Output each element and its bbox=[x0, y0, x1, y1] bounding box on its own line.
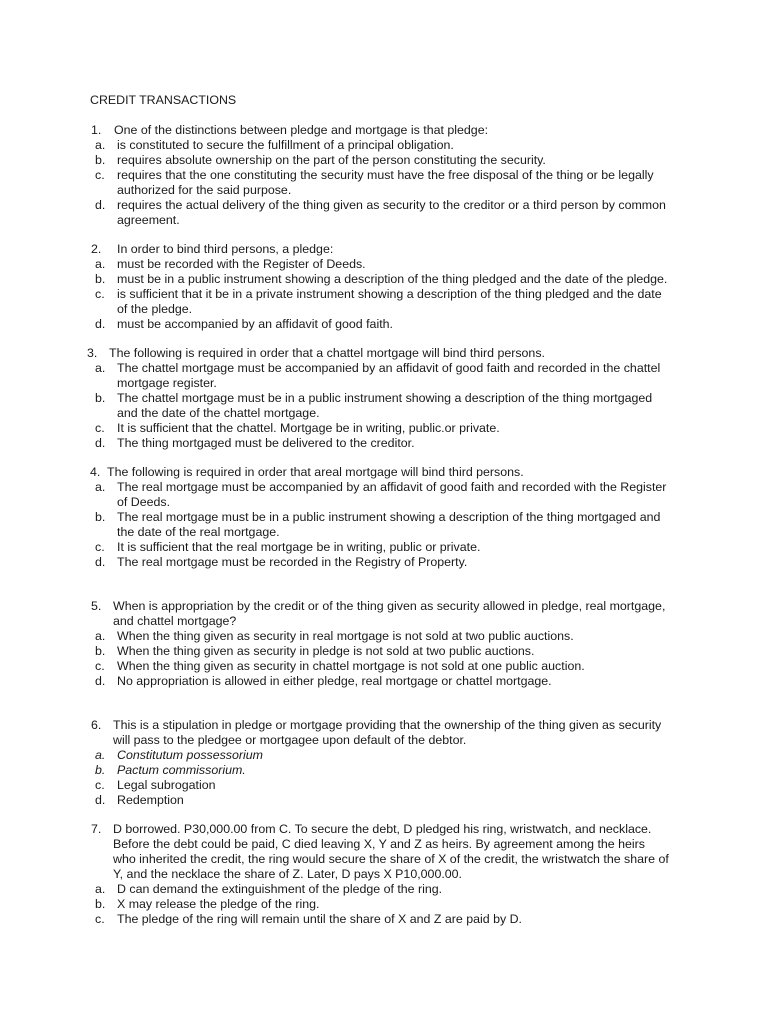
answer-option bbox=[0, 882, 768, 897]
question-number: 5. bbox=[91, 599, 102, 613]
answer-option bbox=[0, 168, 768, 183]
option-letter: b. bbox=[95, 897, 106, 911]
option-text: The thing mortgaged must be delivered to the creditor. bbox=[117, 436, 415, 450]
answer-option bbox=[0, 510, 768, 525]
option-text: requires the actual delivery of the thing given as security to the creditor or a third person by common bbox=[117, 198, 666, 212]
option-text: of Deeds. bbox=[117, 495, 171, 509]
option-letter: b. bbox=[95, 272, 106, 286]
option-text: of the pledge. bbox=[117, 302, 193, 316]
question-stem-line bbox=[0, 822, 768, 837]
option-letter: c. bbox=[95, 659, 105, 673]
answer-option-continuation bbox=[0, 376, 768, 391]
question-stem: D borrowed. P30,000.00 from C. To secure the debt, D pledged his ring, wristwatch, and necklace. bbox=[113, 822, 652, 836]
option-text: The real mortgage must be recorded in the Registry of Property. bbox=[117, 555, 468, 569]
question-number: 1. bbox=[91, 123, 102, 137]
option-letter: a. bbox=[95, 748, 106, 762]
option-text: requires that the one constituting the security must have the free disposal of the thing or be legally bbox=[117, 168, 654, 182]
question-stem-continuation bbox=[0, 867, 768, 882]
option-text: Legal subrogation bbox=[117, 778, 216, 792]
question-stem-line bbox=[0, 599, 768, 614]
question-number: 3. bbox=[87, 346, 98, 360]
question-stem-line bbox=[0, 465, 768, 480]
answer-option bbox=[0, 272, 768, 287]
option-letter: c. bbox=[95, 912, 105, 926]
answer-option bbox=[0, 912, 768, 927]
answer-option-continuation bbox=[0, 302, 768, 317]
option-letter: d. bbox=[95, 793, 106, 807]
option-text: The real mortgage must be in a public instrument showing a description of the thing mortgaged and bbox=[117, 510, 661, 524]
question-stem-line bbox=[0, 123, 768, 138]
option-letter: b. bbox=[95, 644, 106, 658]
option-letter: d. bbox=[95, 198, 106, 212]
answer-option bbox=[0, 555, 768, 570]
option-letter: b. bbox=[95, 510, 106, 524]
answer-option bbox=[0, 480, 768, 495]
option-text: Redemption bbox=[117, 793, 184, 807]
question-number: 6. bbox=[91, 718, 102, 732]
answer-option bbox=[0, 793, 768, 808]
question-stem-continuation bbox=[0, 852, 768, 867]
document-title: CREDIT TRANSACTIONS bbox=[90, 93, 237, 107]
answer-option bbox=[0, 257, 768, 272]
option-text: the date of the real mortgage. bbox=[117, 525, 280, 539]
question-stem-continuation bbox=[0, 837, 768, 852]
answer-option bbox=[0, 778, 768, 793]
question-stem: and chattel mortgage? bbox=[113, 614, 237, 628]
option-text: must be recorded with the Register of Deeds. bbox=[117, 257, 366, 271]
option-letter: c. bbox=[95, 168, 105, 182]
option-letter: a. bbox=[95, 629, 106, 643]
answer-option bbox=[0, 287, 768, 302]
option-letter: a. bbox=[95, 361, 106, 375]
answer-option bbox=[0, 421, 768, 436]
option-letter: d. bbox=[95, 436, 106, 450]
option-letter: c. bbox=[95, 540, 105, 554]
option-text: No appropriation is allowed in either pledge, real mortgage or chattel mortgage. bbox=[117, 674, 552, 688]
option-letter: a. bbox=[95, 882, 106, 896]
answer-option bbox=[0, 644, 768, 659]
answer-option-continuation bbox=[0, 406, 768, 421]
answer-option bbox=[0, 659, 768, 674]
question-stem-line bbox=[0, 242, 768, 257]
question-stem-continuation bbox=[0, 733, 768, 748]
answer-option bbox=[0, 629, 768, 644]
question-stem: One of the distinctions between pledge and mortgage is that pledge: bbox=[114, 123, 489, 137]
question-stem-continuation bbox=[0, 614, 768, 629]
answer-option-continuation bbox=[0, 183, 768, 198]
option-text: The chattel mortgage must be in a public instrument showing a description of the thing mortgaged bbox=[117, 391, 653, 405]
answer-option bbox=[0, 361, 768, 376]
option-text: When the thing given as security in chattel mortgage is not sold at one public auction. bbox=[117, 659, 585, 673]
option-text: The pledge of the ring will remain until the share of X and Z are paid by D. bbox=[117, 912, 522, 926]
option-letter: d. bbox=[95, 674, 106, 688]
option-text: is constituted to secure the fulfillment of a principal obligation. bbox=[117, 138, 454, 152]
question-stem: who inherited the credit, the ring would secure the share of X of the credit, the wristwatch the share of bbox=[113, 852, 669, 866]
option-letter: d. bbox=[95, 555, 106, 569]
option-letter: a. bbox=[95, 480, 106, 494]
option-text: must be accompanied by an affidavit of good faith. bbox=[117, 317, 393, 331]
option-letter: c. bbox=[95, 778, 105, 792]
answer-option bbox=[0, 436, 768, 451]
question-stem: Before the debt could be paid, C died leaving X, Y and Z as heirs. By agreement among the heirs bbox=[113, 837, 645, 851]
option-text: The real mortgage must be accompanied by an affidavit of good faith and recorded with the Register bbox=[117, 480, 667, 494]
answer-option bbox=[0, 198, 768, 213]
answer-option bbox=[0, 317, 768, 332]
option-text: Constitutum possessorium bbox=[117, 748, 263, 762]
answer-option-continuation bbox=[0, 495, 768, 510]
question-number: 7. bbox=[91, 822, 102, 836]
question-stem: will pass to the pledgee or mortgagee upon default of the debtor. bbox=[113, 733, 467, 747]
option-text: mortgage register. bbox=[117, 376, 217, 390]
option-text: It is sufficient that the real mortgage be in writing, public or private. bbox=[117, 540, 481, 554]
answer-option bbox=[0, 674, 768, 689]
option-text: The chattel mortgage must be accompanied by an affidavit of good faith and recorded in the chattel bbox=[117, 361, 661, 375]
option-text: requires absolute ownership on the part of the person constituting the security. bbox=[117, 153, 546, 167]
option-text: must be in a public instrument showing a description of the thing pledged and the date of the pledge. bbox=[117, 272, 668, 286]
question-stem-line bbox=[0, 346, 768, 361]
option-letter: a. bbox=[95, 138, 106, 152]
option-text: is sufficient that it be in a private instrument showing a description of the thing pledged and the date bbox=[117, 287, 662, 301]
answer-option bbox=[0, 748, 768, 763]
option-letter: b. bbox=[95, 153, 106, 167]
option-text: authorized for the said purpose. bbox=[117, 183, 292, 197]
answer-option bbox=[0, 540, 768, 555]
option-text: D can demand the extinguishment of the pledge of the ring. bbox=[117, 882, 443, 896]
question-stem-line bbox=[0, 718, 768, 733]
option-text: X may release the pledge of the ring. bbox=[117, 897, 320, 911]
option-text: When the thing given as security in real mortgage is not sold at two public auctions. bbox=[117, 629, 574, 643]
answer-option-continuation bbox=[0, 525, 768, 540]
question-stem: Y, and the necklace the share of Z. Later, D pays X P10,000.00. bbox=[113, 867, 462, 881]
option-text: and the date of the chattel mortgage. bbox=[117, 406, 320, 420]
option-letter: d. bbox=[95, 317, 106, 331]
question-number: 4. bbox=[90, 465, 101, 479]
option-text: When the thing given as security in pledge is not sold at two public auctions. bbox=[117, 644, 535, 658]
option-letter: c. bbox=[95, 421, 105, 435]
option-text: It is sufficient that the chattel. Mortgage be in writing, public.or private. bbox=[117, 421, 500, 435]
answer-option bbox=[0, 138, 768, 153]
question-stem: When is appropriation by the credit or of the thing given as security allowed in pledge, real mortgage, bbox=[113, 599, 666, 613]
answer-option-continuation bbox=[0, 213, 768, 228]
option-letter: b. bbox=[95, 763, 106, 777]
question-stem: The following is required in order that areal mortgage will bind third persons. bbox=[107, 465, 524, 479]
question-stem: In order to bind third persons, a pledge: bbox=[117, 242, 334, 256]
option-text: agreement. bbox=[117, 213, 180, 227]
option-letter: b. bbox=[95, 391, 106, 405]
question-stem: The following is required in order that a chattel mortgage will bind third persons. bbox=[109, 346, 545, 360]
option-text: Pactum commissorium. bbox=[117, 763, 246, 777]
answer-option bbox=[0, 897, 768, 912]
option-letter: a. bbox=[95, 257, 106, 271]
question-number: 2. bbox=[91, 242, 102, 256]
question-stem: This is a stipulation in pledge or mortgage providing that the ownership of the thing given as security bbox=[113, 718, 662, 732]
answer-option bbox=[0, 391, 768, 406]
answer-option bbox=[0, 763, 768, 778]
option-letter: c. bbox=[95, 287, 105, 301]
answer-option bbox=[0, 153, 768, 168]
